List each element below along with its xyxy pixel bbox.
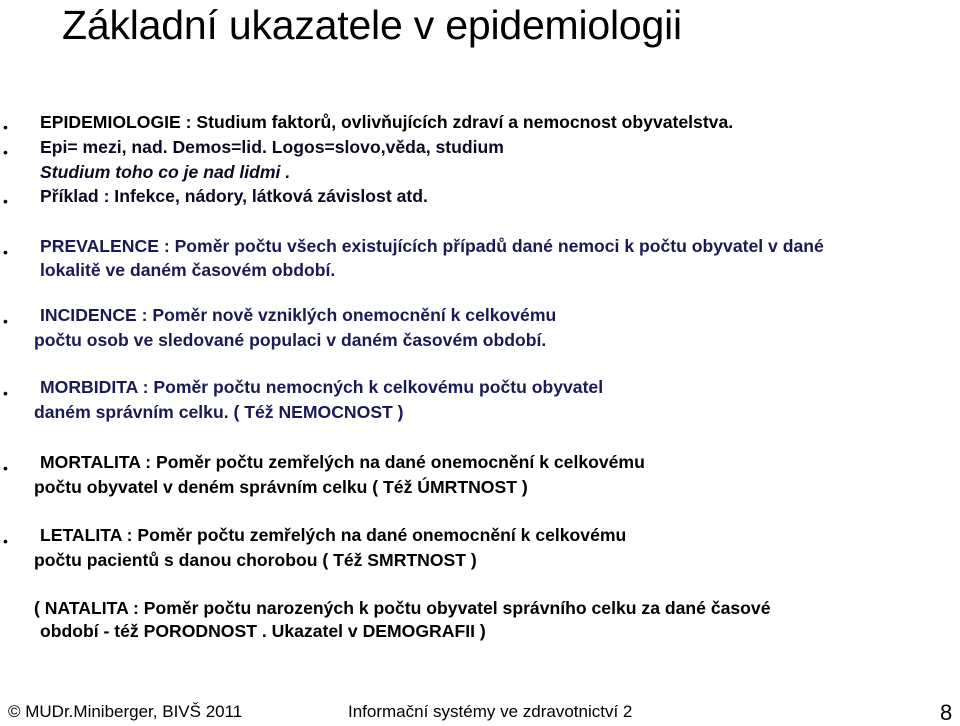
item-morbidita: MORBIDITA : Poměr počtu nemocných k celkovému počtu obyvatel: [40, 377, 604, 397]
item-prevalence-cont: lokalitě ve daném časovém období.: [40, 260, 336, 280]
item-letalita-cont: počtu pacientů s danou chorobou ( Též SMRTNOST ): [34, 550, 477, 570]
bullet-icon: •: [3, 144, 8, 160]
bullet-icon: •: [3, 244, 8, 260]
bullet-icon: •: [3, 533, 8, 549]
item-etymology-note: Studium toho co je nad lidmi .: [40, 162, 291, 182]
footer-author: © MUDr.Miniberger, BIVŠ 2011: [8, 702, 243, 721]
item-mortalita: MORTALITA : Poměr počtu zemřelých na dané onemocnění k celkovému: [40, 452, 645, 472]
item-letalita: LETALITA : Poměr počtu zemřelých na dané onemocnění k celkovému: [40, 525, 627, 545]
slide-title: Základní ukazatele v epidemiologii: [62, 2, 682, 48]
item-natalita-cont: období - též PORODNOST . Ukazatel v DEMOGRAFII ): [40, 621, 486, 641]
item-incidence: INCIDENCE : Poměr nově vzniklých onemocnění k celkovému: [40, 305, 557, 325]
bullet-icon: •: [3, 313, 8, 329]
item-example: Příklad : Infekce, nádory, látková závislost atd.: [40, 186, 428, 206]
bullet-icon: •: [3, 385, 8, 401]
bullet-icon: •: [3, 193, 8, 209]
item-morbidita-cont: daném správním celku. ( Též NEMOCNOST ): [34, 402, 404, 422]
footer-course: Informační systémy ve zdravotnictví 2: [348, 702, 633, 721]
bullet-icon: •: [3, 119, 8, 135]
page-number: 8: [940, 700, 953, 725]
item-prevalence: PREVALENCE : Poměr počtu všech existujících případů dané nemoci k počtu obyvatel v dané: [40, 236, 824, 256]
bullet-icon: •: [3, 460, 8, 476]
item-incidence-cont: počtu osob ve sledované populaci v daném časovém období.: [34, 330, 547, 350]
item-epidemiologie: EPIDEMIOLOGIE : Studium faktorů, ovlivňujících zdraví a nemocnost obyvatelstva.: [40, 112, 734, 132]
item-natalita: ( NATALITA : Poměr počtu narozených k počtu obyvatel správního celku za dané časové: [34, 598, 771, 618]
item-mortalita-cont: počtu obyvatel v deném správním celku ( Též ÚMRTNOST ): [34, 477, 528, 497]
item-etymology: Epi= mezi, nad. Demos=lid. Logos=slovo,věda, studium: [40, 137, 504, 157]
